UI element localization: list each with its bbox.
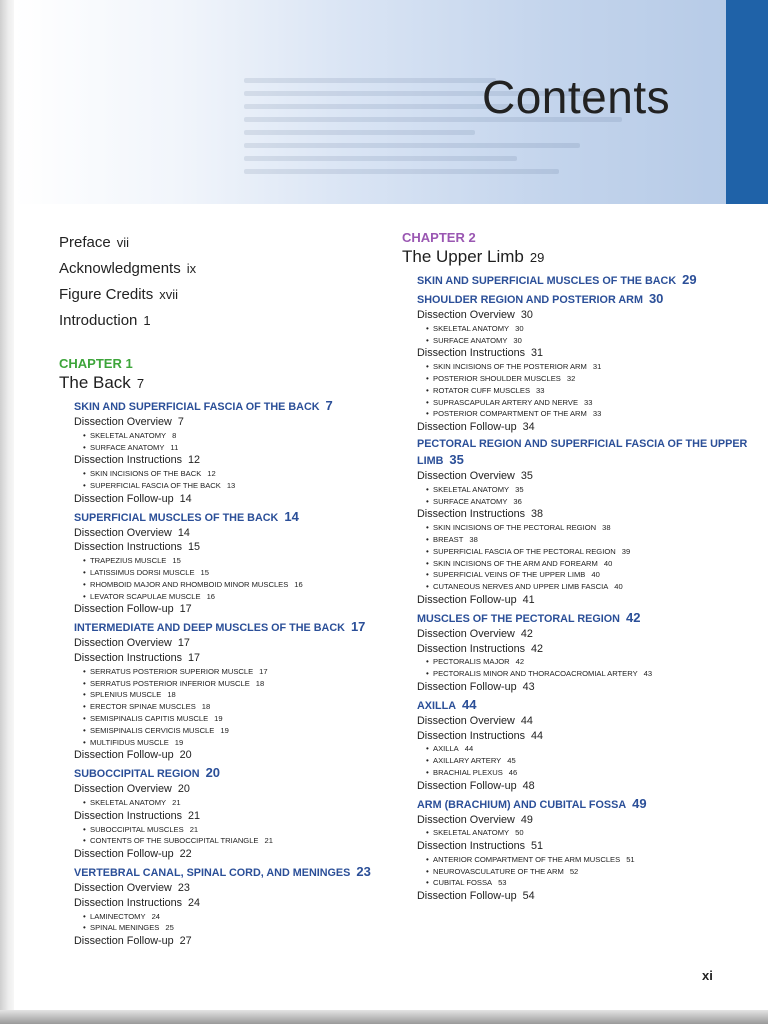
toc-entry: Dissection Instructions 17: [74, 651, 201, 664]
toc-subentry: • LAMINECTOMY 24: [59, 911, 399, 923]
front-matter-item: Introduction 1: [59, 312, 151, 329]
toc-entry: Dissection Follow-up 14: [74, 492, 192, 505]
chapter-sections: [402, 272, 752, 904]
toc-entry: Dissection Overview 17: [74, 637, 190, 650]
book-binding-shadow: [0, 0, 14, 1024]
toc-entry: Dissection Follow-up 48: [417, 779, 535, 792]
chapter-label: CHAPTER 2: [402, 230, 476, 245]
page-number: xi: [702, 968, 713, 983]
toc-subentry: • PECTORALIS MAJOR 42: [402, 656, 752, 668]
chapter-title: The Back 7: [59, 373, 145, 392]
toc-subentry: • RHOMBOID MAJOR AND RHOMBOID MINOR MUSCLES 16: [59, 579, 399, 591]
toc-subentry: • SKELETAL ANATOMY 30: [402, 323, 752, 335]
toc-subentry: • CUBITAL FOSSA 53: [402, 877, 752, 889]
toc-subentry: • SKELETAL ANATOMY 35: [402, 484, 752, 496]
toc-entry: Dissection Follow-up 27: [74, 935, 192, 948]
section-title: SUPERFICIAL MUSCLES OF THE BACK 14: [74, 508, 299, 524]
chapter-title: The Upper Limb 29: [402, 247, 545, 266]
toc-subentry: • SUBOCCIPITAL MUSCLES 21: [59, 824, 399, 836]
toc-entry: Dissection Instructions 42: [417, 642, 544, 655]
toc-subentry: • SURFACE ANATOMY 11: [59, 442, 399, 454]
toc-subentry: • TRAPEZIUS MUSCLE 15: [59, 555, 399, 567]
toc-subentry: • PECTORALIS MINOR AND THORACOACROMIAL ARTERY 43: [402, 668, 752, 680]
toc-subentry: • SEMISPINALIS CAPITIS MUSCLE 19: [59, 713, 399, 725]
toc-subentry: • SKIN INCISIONS OF THE POSTERIOR ARM 31: [402, 361, 752, 373]
front-matter-item: Acknowledgments ix: [59, 260, 197, 277]
front-matter-list: [59, 230, 399, 334]
toc-subentry: • BRACHIAL PLEXUS 46: [402, 767, 752, 779]
toc-entry: Dissection Overview 35: [417, 469, 533, 482]
toc-subentry: • LATISSIMUS DORSI MUSCLE 15: [59, 567, 399, 579]
toc-subentry: • SPLENIUS MUSCLE 18: [59, 689, 399, 701]
right-column: [402, 230, 752, 904]
toc-subentry: • POSTERIOR COMPARTMENT OF THE ARM 33: [402, 408, 752, 420]
section-title: SHOULDER REGION AND POSTERIOR ARM 30: [417, 291, 664, 306]
toc-entry: Dissection Instructions 15: [74, 541, 201, 554]
chapter-label: CHAPTER 1: [59, 356, 133, 371]
toc-subentry: • ERECTOR SPINAE MUSCLES 18: [59, 701, 399, 713]
page-title: Contents: [482, 71, 671, 123]
toc-entry: Dissection Overview 42: [417, 627, 533, 640]
toc-subentry: • CUTANEOUS NERVES AND UPPER LIMB FASCIA 40: [402, 581, 752, 593]
front-matter-item: Preface vii: [59, 234, 129, 251]
section-title: VERTEBRAL CANAL, SPINAL CORD, AND MENINGES 23: [74, 863, 371, 879]
toc-entry: Dissection Overview 49: [417, 813, 533, 826]
section-title: ARM (BRACHIUM) AND CUBITAL FOSSA 49: [417, 795, 647, 811]
toc-subentry: • SPINAL MENINGES 25: [59, 922, 399, 934]
front-matter-item: Figure Credits xvii: [59, 286, 178, 303]
toc-subentry: • SURFACE ANATOMY 30: [402, 335, 752, 347]
toc-subentry: • SKELETAL ANATOMY 50: [402, 827, 752, 839]
toc-subentry: • CONTENTS OF THE SUBOCCIPITAL TRIANGLE 21: [59, 835, 399, 847]
toc-subentry: • SUPERFICIAL FASCIA OF THE PECTORAL REGION 39: [402, 546, 752, 558]
toc-subentry: • SUPERFICIAL FASCIA OF THE BACK 13: [59, 480, 399, 492]
section-title: SUBOCCIPITAL REGION 20: [74, 765, 221, 781]
toc-subentry: • SKELETAL ANATOMY 8: [59, 430, 399, 442]
section-title: AXILLA 44: [417, 696, 477, 712]
toc-entry: Dissection Instructions 51: [417, 840, 544, 853]
toc-entry: Dissection Overview 14: [74, 526, 190, 539]
toc-subentry: • SKIN INCISIONS OF THE BACK 12: [59, 468, 399, 480]
left-column: [59, 230, 399, 949]
toc-entry: Dissection Overview 44: [417, 714, 533, 727]
toc-entry: Dissection Follow-up 17: [74, 603, 192, 616]
toc-subentry: • SUPRASCAPULAR ARTERY AND NERVE 33: [402, 397, 752, 409]
toc-entry: Dissection Overview 7: [74, 416, 184, 428]
toc-entry: Dissection Instructions 44: [417, 729, 544, 742]
toc-entry: Dissection Instructions 12: [74, 454, 201, 467]
toc-subentry: • SURFACE ANATOMY 36: [402, 496, 752, 508]
toc-subentry: • SERRATUS POSTERIOR INFERIOR MUSCLE 18: [59, 678, 399, 690]
toc-entry: Dissection Instructions 31: [417, 347, 544, 360]
page-edge-shadow: [0, 1010, 768, 1024]
toc-entry: Dissection Overview 20: [74, 783, 190, 796]
section-title: SKIN AND SUPERFICIAL MUSCLES OF THE BACK 29: [417, 272, 697, 287]
toc-subentry: • SEMISPINALIS CERVICIS MUSCLE 19: [59, 725, 399, 737]
toc-subentry: • POSTERIOR SHOULDER MUSCLES 32: [402, 373, 752, 385]
toc-subentry: • SKIN INCISIONS OF THE ARM AND FOREARM 40: [402, 558, 752, 570]
toc-subentry: • AXILLA 44: [402, 743, 752, 755]
toc-subentry: • AXILLARY ARTERY 45: [402, 755, 752, 767]
toc-subentry: • SERRATUS POSTERIOR SUPERIOR MUSCLE 17: [59, 666, 399, 678]
toc-subentry: • ANTERIOR COMPARTMENT OF THE ARM MUSCLES 51: [402, 854, 752, 866]
toc-entry: Dissection Overview 30: [417, 309, 533, 321]
toc-entry: Dissection Instructions 24: [74, 896, 201, 909]
toc-subentry: • NEUROVASCULATURE OF THE ARM 52: [402, 866, 752, 878]
toc-entry: Dissection Follow-up 34: [417, 421, 535, 434]
chapter-sections: [59, 398, 399, 949]
contents-banner: [14, 0, 768, 204]
toc-entry: Dissection Follow-up 43: [417, 680, 535, 693]
section-title: PECTORAL REGION AND SUPERFICIAL FASCIA OF THE UPPER LIMB 35: [417, 437, 748, 467]
banner-accent-strip: [726, 0, 768, 204]
toc-entry: Dissection Overview 23: [74, 881, 190, 894]
toc-entry: Dissection Follow-up 22: [74, 848, 192, 861]
toc-subentry: • SKELETAL ANATOMY 21: [59, 797, 399, 809]
toc-subentry: • ROTATOR CUFF MUSCLES 33: [402, 385, 752, 397]
toc-subentry: • SKIN INCISIONS OF THE PECTORAL REGION 38: [402, 522, 752, 534]
toc-entry: Dissection Follow-up 41: [417, 593, 535, 606]
book-page: [14, 0, 768, 1010]
toc-entry: Dissection Follow-up 54: [417, 890, 535, 903]
toc-entry: Dissection Instructions 38: [417, 508, 544, 521]
section-title: SKIN AND SUPERFICIAL FASCIA OF THE BACK 7: [74, 398, 333, 413]
toc-subentry: • SUPERFICIAL VEINS OF THE UPPER LIMB 40: [402, 569, 752, 581]
section-title: MUSCLES OF THE PECTORAL REGION 42: [417, 609, 641, 625]
toc-entry: Dissection Instructions 21: [74, 809, 201, 822]
toc-subentry: • LEVATOR SCAPULAE MUSCLE 16: [59, 591, 399, 603]
toc-entry: Dissection Follow-up 20: [74, 749, 192, 762]
toc-subentry: • BREAST 38: [402, 534, 752, 546]
toc-subentry: • MULTIFIDUS MUSCLE 19: [59, 737, 399, 749]
section-title: INTERMEDIATE AND DEEP MUSCLES OF THE BACK 17: [74, 619, 366, 635]
